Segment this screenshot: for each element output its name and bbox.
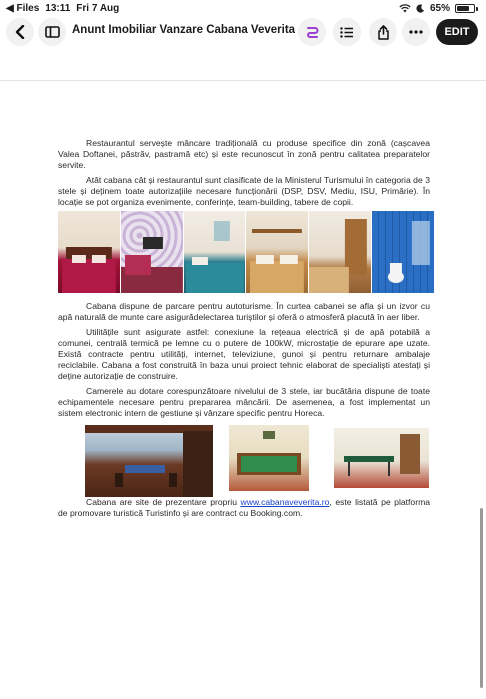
paragraph-classification: Atât cabana cât și restaurantul sunt clasificate de la Ministerul Turismului în categoria de 3 stele și deținem toate autorizațiile necesare funcționării (DSP, DSV, Mediu, ISU, Primărie). În locație se pot organiza evenimente, conferințe, team-building, tabere de copii.: [58, 174, 430, 208]
share-button[interactable]: [369, 18, 397, 46]
paragraph-restaurant: Restaurantul servește mâncare tradițională cu produse specifice din zonă (cașcavea Valea Doftanei, păstrăv, pastramă etc) și este recunoscut în zonă pentru calitatea preparatelor servite.: [58, 138, 430, 171]
app-button[interactable]: [298, 18, 326, 46]
photo-room-teal-bed: [184, 211, 246, 293]
list-icon: [340, 27, 354, 38]
website-link[interactable]: www.cabanaveverita.ro: [240, 497, 330, 508]
paragraph-parking: Cabana dispune de parcare pentru autoturisme. În curtea cabanei se afla și un izvor cu apă naturală de munte care asigurădelectarea turiștilor și oferă o atmosferă placută în aer liber.: [58, 301, 430, 323]
back-button[interactable]: [6, 18, 34, 46]
photo-ping-pong-room: [334, 428, 429, 488]
page-top-edge: [0, 80, 486, 81]
list-button[interactable]: [333, 18, 361, 46]
more-icon: [409, 30, 423, 34]
more-button[interactable]: [402, 18, 430, 46]
chevron-left-icon: [15, 25, 25, 39]
photo-bathroom: [372, 211, 434, 293]
battery-cap: [476, 7, 478, 11]
moon-icon: [416, 4, 425, 13]
app-logo-icon: [305, 25, 320, 40]
status-bar: [0, 0, 486, 16]
paragraph-utilities: Utilitățile sunt asigurate astfel: conexiune la rețeaua electrică și de apă potabilă a comunei, centrală termică pe lemne cu o putere de 100kW, microstație de epurare ape uzate. Există contracte pentru utilități, internet, televiziune, gunoi și pentru returnare ambalaje reciclabile. Cabana a fost construită în baza unui proiect tehnic elaborat de specialiști atestați și deține autorizație de construire.: [58, 326, 430, 382]
photo-room-wallpaper: [121, 211, 183, 293]
edit-button[interactable]: EDIT: [436, 19, 478, 45]
share-icon: [377, 25, 390, 40]
photo-room-wood: [246, 211, 308, 293]
title-menu[interactable]: [72, 24, 311, 36]
photo-billiard-room: [229, 425, 309, 491]
document-title: Anunt Imobiliar Vanzare Cabana Veverita: [72, 24, 296, 36]
back-to-app-link[interactable]: ◀ Files: [6, 3, 40, 14]
sidebar-icon: [45, 26, 60, 38]
document-toolbar: [0, 17, 486, 47]
photo-room-red-bed: [58, 211, 120, 293]
wifi-icon: [399, 4, 411, 13]
vertical-scrollbar[interactable]: [480, 508, 483, 688]
paragraph-rooms: Camerele au dotare corespunzătoare nivelului de 3 stele, iar bucătăria dispune de toate echipamentele necesare pentru prepararea mâncării. De asemenea, a fost implementat un sistem electronic intern de gestiune și vânzare specific pentru Horeca.: [58, 385, 430, 419]
website-text-before: Cabana are site de prezentare propriu: [86, 497, 241, 508]
battery-percent: 65%: [429, 3, 450, 14]
sidebar-button[interactable]: [38, 18, 66, 46]
facilities-photo-strip: [58, 425, 430, 491]
paragraph-website: [58, 497, 430, 519]
photo-restaurant-terrace: [85, 425, 213, 497]
status-time: 13:11: [45, 3, 71, 14]
battery-icon: [455, 4, 475, 13]
website-text-after: , este listată pe platforma de promovare turistică Turistinfo și are contract cu Booking.com.: [58, 497, 431, 519]
photo-room-wardrobe: [309, 211, 371, 293]
document-page: [58, 138, 430, 523]
rooms-photo-strip: [58, 211, 434, 293]
status-date: Fri 7 Aug: [76, 3, 120, 14]
